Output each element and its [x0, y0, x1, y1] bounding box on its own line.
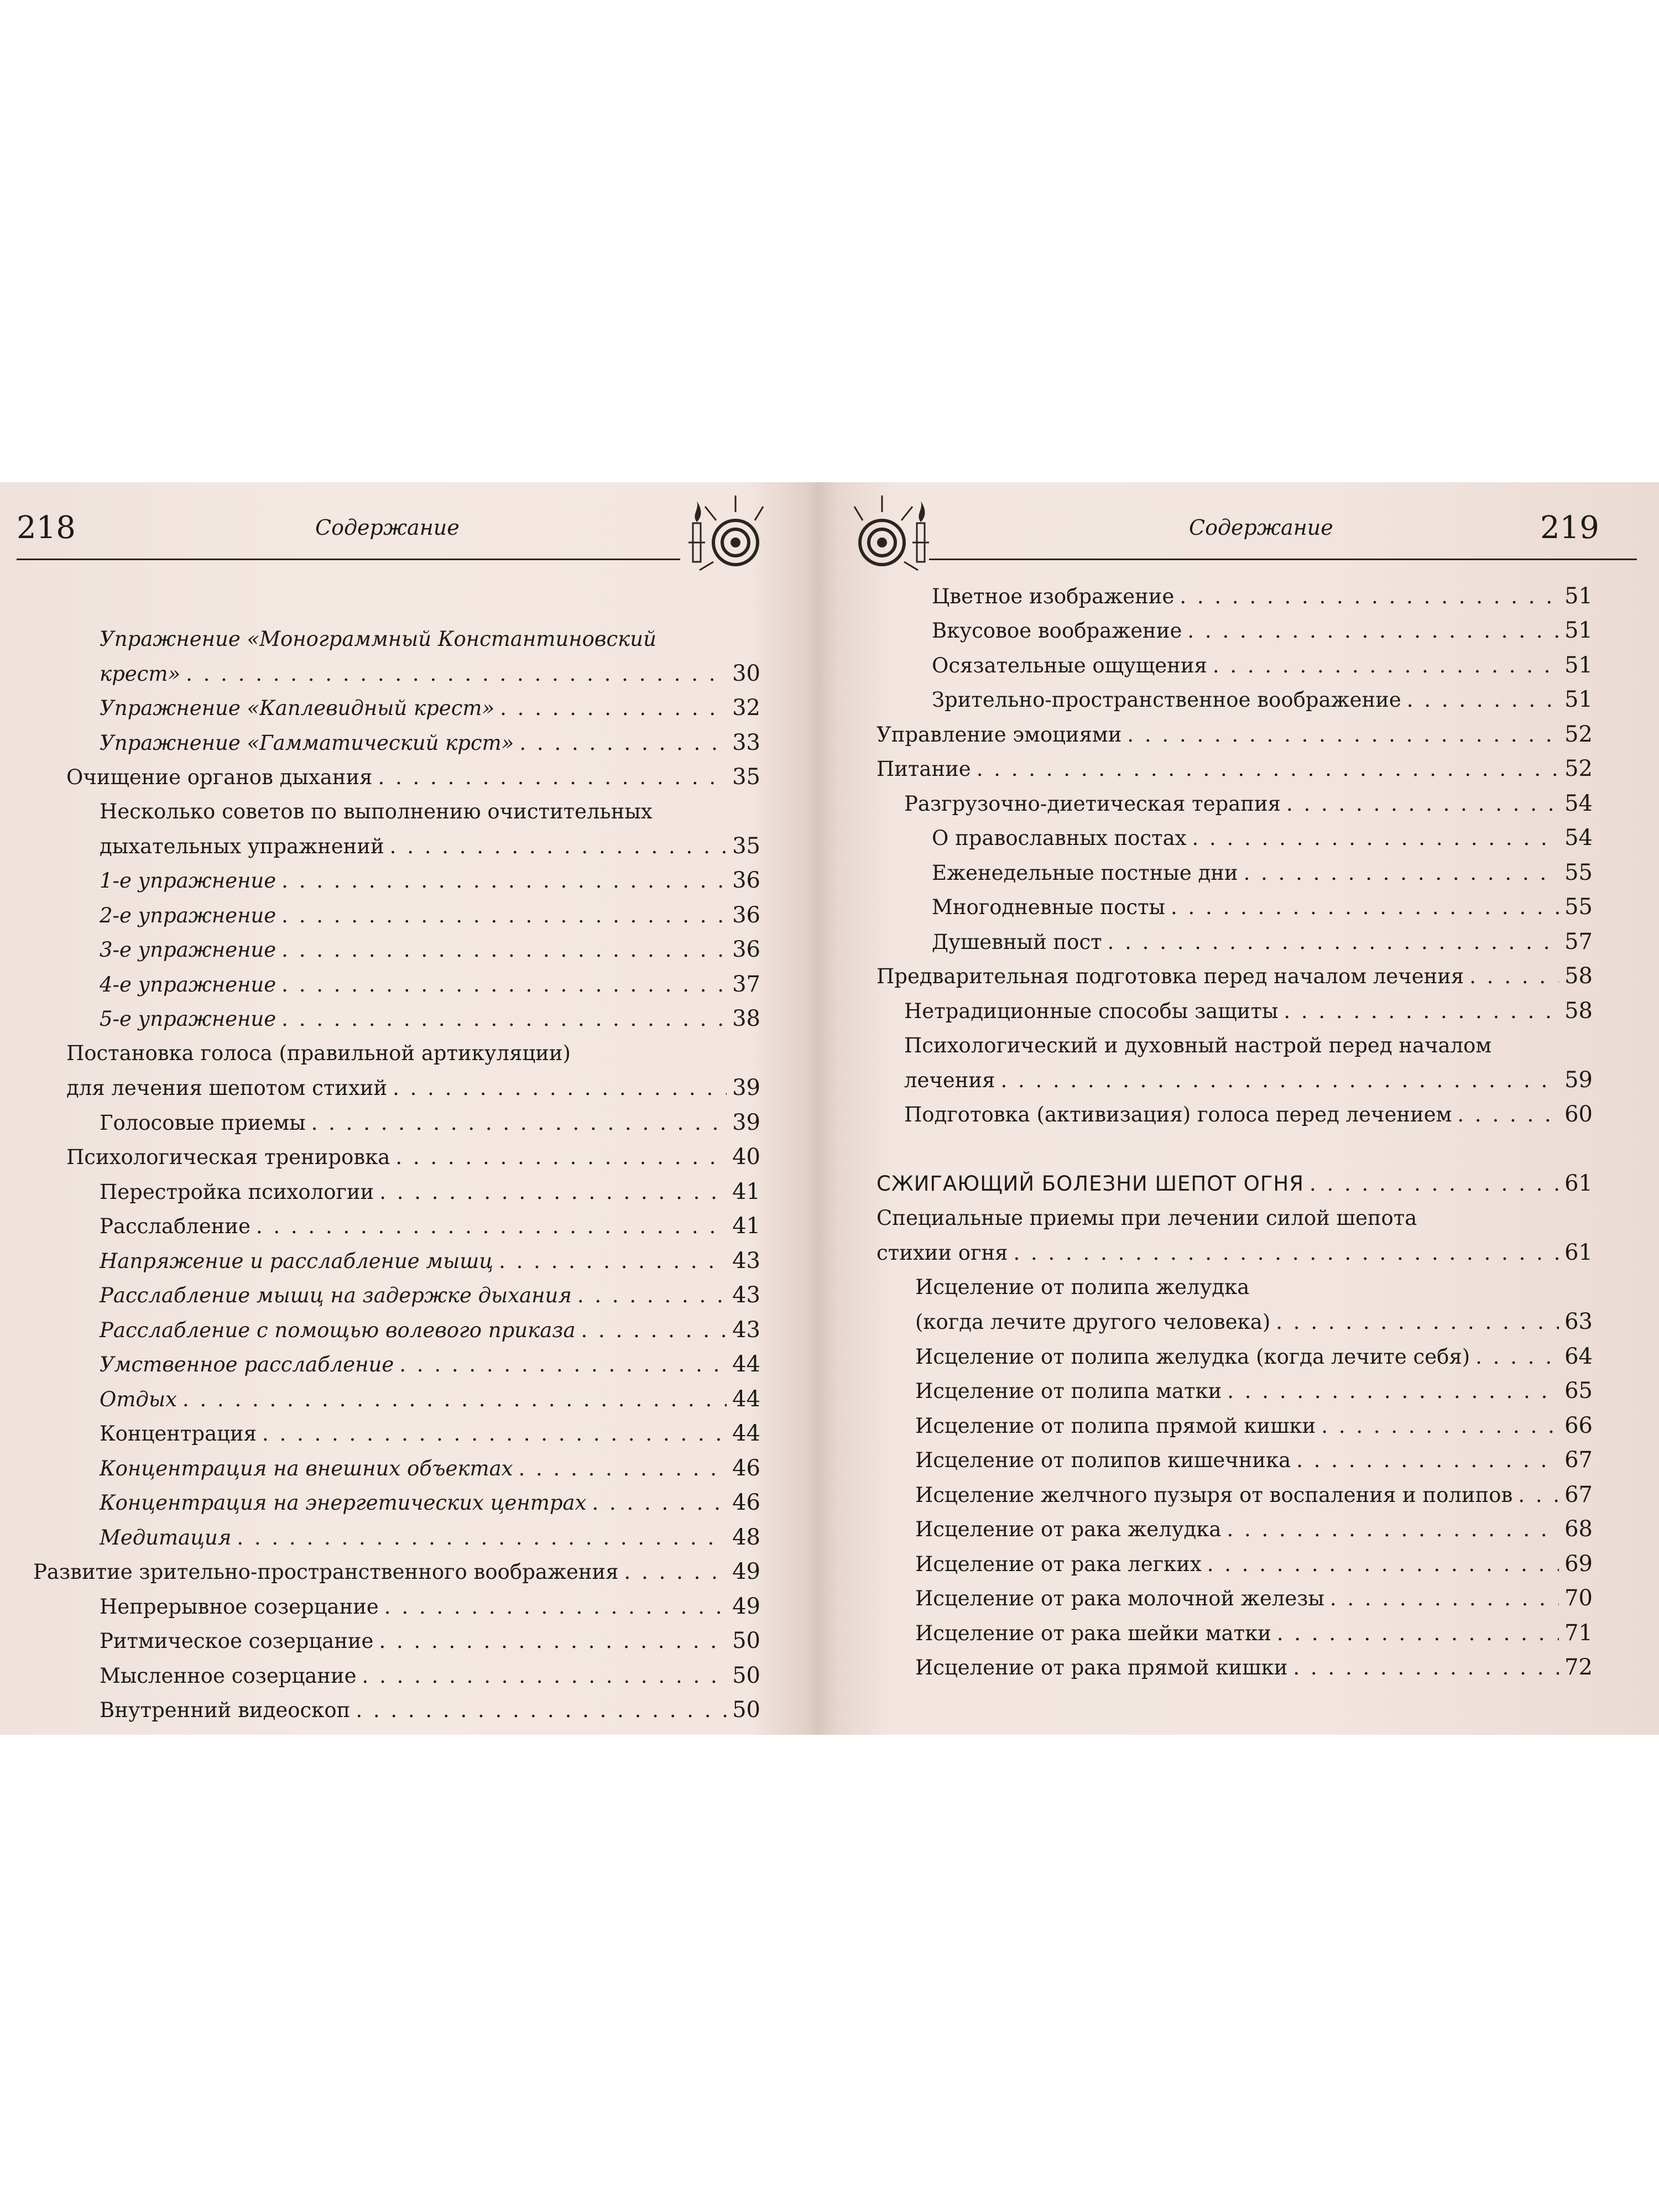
toc-page-number: 33 — [732, 730, 760, 755]
dot-leader — [1293, 1652, 1559, 1683]
toc-page-number: 38 — [732, 1006, 760, 1031]
toc-entry-title: 2-е упражнение — [100, 904, 276, 927]
toc-entry[interactable] — [100, 1314, 760, 1345]
toc-entry[interactable] — [100, 969, 760, 1000]
toc-entry[interactable] — [100, 1591, 760, 1622]
toc-entry-title: Исцеление от рака молочной железы — [915, 1587, 1324, 1610]
toc-entry[interactable] — [100, 1107, 760, 1138]
toc-page-number: 41 — [732, 1179, 760, 1204]
toc-entry[interactable] — [100, 1349, 760, 1380]
toc-entry[interactable] — [100, 1522, 760, 1553]
toc-entry[interactable] — [100, 1003, 760, 1034]
toc-page-number: 54 — [1564, 791, 1593, 816]
toc-page-number: 65 — [1564, 1378, 1593, 1404]
running-head: Содержание — [315, 515, 460, 540]
toc-page-number: 58 — [1564, 963, 1593, 989]
toc-entry-title: Разгрузочно-диетическая терапия — [904, 792, 1281, 816]
toc-entry-title: Медитация — [100, 1526, 232, 1550]
toc-page-number: 36 — [732, 937, 760, 962]
toc-entry-title: Внутренний видеоскоп — [100, 1698, 351, 1722]
toc-entry[interactable] — [915, 1479, 1593, 1510]
toc-entry-title-line: Упражнение «Монограммный Константиновский — [100, 627, 656, 651]
toc-entry-title: Управление эмоциями — [877, 723, 1122, 747]
dot-leader — [1213, 650, 1559, 681]
toc-page-number: 58 — [1564, 998, 1593, 1024]
toc-entry-title: 1-е упражнение — [100, 869, 276, 893]
toc-entry-title: лечения — [904, 1068, 995, 1092]
dot-leader — [1475, 1342, 1559, 1373]
toc-entry[interactable] — [915, 1514, 1593, 1545]
toc-page-number: 48 — [732, 1525, 760, 1550]
toc-page-number: 52 — [1564, 756, 1593, 781]
toc-page-number: 51 — [1564, 618, 1593, 643]
toc-entry-title: Исцеление от рака желудка — [915, 1517, 1222, 1541]
toc-page-number: 50 — [732, 1663, 760, 1688]
toc-entry-title: Перестройка психологии — [100, 1180, 374, 1204]
toc-entry[interactable] — [33, 1556, 760, 1587]
header-rule — [929, 559, 1637, 560]
toc-entry-title: Отдых — [100, 1387, 177, 1411]
dot-leader — [281, 865, 727, 896]
toc-entry-title: Концентрация на внешних объектах — [100, 1457, 513, 1480]
toc-page-number: 69 — [1564, 1551, 1593, 1577]
toc-page-number: 43 — [732, 1248, 760, 1274]
toc-page-number: 67 — [1564, 1447, 1593, 1473]
toc-entry[interactable] — [932, 822, 1593, 853]
toc-entry[interactable] — [100, 1660, 760, 1691]
toc-entry[interactable] — [877, 1237, 1593, 1268]
toc-entry[interactable] — [100, 658, 760, 689]
toc-page-number: 40 — [732, 1144, 760, 1170]
dot-leader — [581, 1315, 727, 1346]
toc-page-number: 44 — [732, 1421, 760, 1446]
toc-entry-title: 5-е упражнение — [100, 1007, 276, 1031]
toc-entry-title: Еженедельные постные дни — [932, 861, 1238, 885]
toc-page-number: 57 — [1564, 929, 1593, 954]
toc-entry[interactable] — [915, 1306, 1593, 1337]
toc-page-number: 43 — [732, 1282, 760, 1308]
toc-page-number: 36 — [732, 902, 760, 928]
toc-page-number: 43 — [732, 1317, 760, 1343]
toc-page-number: 49 — [732, 1559, 760, 1584]
toc-entry-title: Развитие зрительно-пространственного воображения — [33, 1560, 619, 1584]
dot-leader — [1108, 927, 1559, 958]
toc-entry-title: Расслабление мышц на задержке дыхания — [100, 1284, 572, 1307]
toc-entry-title: Нетрадиционные способы защиты — [904, 999, 1279, 1023]
dot-leader — [393, 1073, 727, 1104]
toc-entry[interactable] — [932, 581, 1593, 612]
toc-page-number: 55 — [1564, 894, 1593, 920]
toc-entry[interactable] — [877, 753, 1593, 784]
dot-leader — [262, 1418, 727, 1449]
toc-entry[interactable] — [915, 1618, 1593, 1648]
toc-entry-title: Исцеление от полипов кишечника — [915, 1448, 1291, 1472]
toc-entry-title: Упражнение «Каплевидный крест» — [100, 696, 495, 720]
toc-entry[interactable] — [877, 961, 1593, 992]
toc-page-number: 30 — [732, 661, 760, 686]
toc-entry-title: Расслабление с помощью волевого приказа — [100, 1318, 576, 1342]
toc-entry[interactable] — [932, 926, 1593, 957]
dot-leader — [1207, 1549, 1559, 1580]
toc-page-number: 41 — [732, 1213, 760, 1239]
dot-leader — [1457, 1099, 1559, 1130]
dot-leader — [1013, 1238, 1559, 1269]
toc-entry[interactable] — [915, 1375, 1593, 1406]
toc-entry-title: Исцеление от рака прямой кишки — [915, 1656, 1288, 1679]
toc-entry[interactable] — [932, 650, 1593, 681]
dot-leader — [379, 1177, 727, 1208]
right-page — [818, 482, 1659, 1735]
toc-page-number: 35 — [732, 833, 760, 859]
toc-entry[interactable] — [915, 1341, 1593, 1372]
toc-entry-title: стихии огня — [877, 1241, 1008, 1265]
toc-entry-title: Зрительно-пространственное воображение — [932, 688, 1401, 712]
toc-entry-title: Подготовка (активизация) голоса перед лечением — [904, 1103, 1452, 1126]
dot-leader — [499, 1246, 727, 1277]
toc-page-number: 55 — [1564, 860, 1593, 885]
dot-leader — [1296, 1445, 1559, 1476]
dot-leader — [1276, 1307, 1559, 1338]
book-spread — [0, 482, 1659, 1735]
dot-leader — [1000, 1065, 1559, 1096]
toc-page-number: 35 — [732, 764, 760, 790]
toc-page-number: 72 — [1564, 1655, 1593, 1680]
dot-leader — [1321, 1411, 1559, 1442]
toc-entry-title: Предварительная подготовка перед началом лечения — [877, 964, 1464, 988]
toc-entry-title: Расслабление — [100, 1214, 251, 1238]
toc-page-number: 39 — [732, 1110, 760, 1135]
dot-leader — [1518, 1480, 1559, 1511]
toc-entry-title: Исцеление от полипа матки — [915, 1379, 1222, 1403]
toc-entry-title: Непрерывное созерцание — [100, 1595, 379, 1619]
toc-entry-title: Исцеление от полипа прямой кишки — [915, 1414, 1316, 1438]
toc-entry[interactable] — [100, 692, 760, 723]
toc-entry[interactable] — [100, 1211, 760, 1241]
toc-entry-title: Психологическая тренировка — [66, 1145, 390, 1169]
toc-entry[interactable] — [932, 857, 1593, 888]
toc-entry-title: Концентрация — [100, 1422, 257, 1446]
toc-entry-title: Душевный пост — [932, 930, 1102, 954]
sun-candle-ornament-icon — [852, 490, 935, 573]
dot-leader — [1330, 1583, 1559, 1614]
toc-entry[interactable] — [100, 1487, 760, 1518]
toc-page-number: 44 — [732, 1386, 760, 1412]
toc-entry-title: для лечения шепотом стихий — [66, 1076, 388, 1100]
toc-entry-title-line: Исцеление от полипа желудка — [915, 1275, 1250, 1299]
dot-leader — [362, 1661, 727, 1692]
dot-leader — [1227, 1376, 1559, 1407]
dot-leader — [395, 1142, 727, 1173]
dot-leader — [281, 900, 727, 931]
toc-entry-title: Питание — [877, 757, 971, 781]
toc-entry-title: (когда лечите другого человека) — [915, 1310, 1271, 1334]
dot-leader — [281, 969, 727, 1000]
toc-entry-title: Упражнение «Гамматический крст» — [100, 731, 514, 755]
toc-entry[interactable] — [100, 727, 760, 758]
toc-page-number: 59 — [1564, 1067, 1593, 1093]
toc-entry[interactable] — [932, 891, 1593, 922]
dot-leader — [311, 1108, 727, 1139]
dot-leader — [1284, 996, 1559, 1027]
toc-entry[interactable] — [915, 1652, 1593, 1683]
toc-entry-title: Исцеление от рака легких — [915, 1552, 1202, 1576]
toc-page-number: 63 — [1564, 1309, 1593, 1334]
toc-entry-title: Осязательные ощущения — [932, 654, 1207, 677]
dot-leader — [390, 831, 727, 862]
toc-entry[interactable] — [932, 684, 1593, 715]
toc-entry[interactable] — [100, 1418, 760, 1449]
toc-entry[interactable] — [915, 1410, 1593, 1441]
toc-entry[interactable] — [66, 761, 760, 792]
dot-leader — [1192, 823, 1559, 854]
toc-entry[interactable] — [100, 865, 760, 896]
dot-leader — [500, 693, 727, 724]
dot-leader — [384, 1592, 727, 1623]
toc-page-number: 46 — [732, 1490, 760, 1515]
toc-page-number: 36 — [732, 868, 760, 893]
toc-entry-title-line: Специальные приемы при лечении силой шепота — [877, 1206, 1417, 1230]
toc-page-number: 44 — [732, 1352, 760, 1377]
running-head: Содержание — [1189, 515, 1333, 540]
dot-leader — [519, 1453, 727, 1484]
toc-entry[interactable] — [877, 719, 1593, 750]
dot-leader — [356, 1695, 727, 1726]
toc-page-number: 51 — [1564, 687, 1593, 712]
dot-leader — [399, 1349, 727, 1380]
toc-entry[interactable] — [66, 1141, 760, 1172]
dot-leader — [1310, 1168, 1559, 1199]
dot-leader — [237, 1522, 727, 1553]
toc-page-number: 39 — [732, 1075, 760, 1100]
toc-entry-title: О православных постах — [932, 826, 1187, 850]
dot-leader — [592, 1488, 727, 1519]
dot-leader — [1244, 858, 1559, 889]
toc-page-number: 32 — [732, 695, 760, 721]
toc-page-number: 50 — [732, 1628, 760, 1653]
toc-entry[interactable] — [100, 1384, 760, 1415]
dot-leader — [379, 1626, 727, 1657]
dot-leader — [1407, 685, 1559, 716]
toc-page-number: 68 — [1564, 1516, 1593, 1542]
toc-entry-title: Умственное расслабление — [100, 1353, 394, 1376]
page-number: 218 — [17, 510, 76, 546]
toc-page-number: 66 — [1564, 1413, 1593, 1438]
dot-leader — [1227, 1514, 1559, 1545]
toc-entry[interactable] — [100, 1694, 760, 1725]
toc-entry-title: крест» — [100, 662, 181, 686]
toc-entry[interactable] — [100, 831, 760, 862]
toc-entry[interactable] — [100, 1176, 760, 1207]
toc-page-number: 52 — [1564, 722, 1593, 747]
dot-leader — [281, 1004, 727, 1035]
toc-entry[interactable] — [100, 1453, 760, 1484]
toc-page-number: 49 — [732, 1594, 760, 1619]
dot-leader — [1171, 892, 1559, 923]
toc-entry-title: Исцеление желчного пузыря от воспаления и полипов — [915, 1483, 1513, 1507]
toc-entry-title: Мысленное созерцание — [100, 1664, 357, 1688]
toc-entry-title: Голосовые приемы — [100, 1111, 306, 1135]
toc-entry[interactable] — [915, 1583, 1593, 1614]
toc-entry-title: 3-е упражнение — [100, 938, 276, 962]
sun-candle-ornament-icon — [683, 490, 766, 573]
toc-page-number: 50 — [732, 1697, 760, 1723]
dot-leader — [1469, 961, 1559, 992]
toc-entry[interactable] — [100, 1280, 760, 1311]
toc-entry-title: Напряжение и расслабление мышц — [100, 1249, 494, 1273]
toc-entry-title: Многодневные посты — [932, 895, 1165, 919]
toc-entry[interactable] — [904, 995, 1593, 1026]
dot-leader — [1286, 789, 1559, 820]
page-number: 219 — [1540, 510, 1599, 546]
toc-page-number: 64 — [1564, 1344, 1593, 1369]
toc-page-number: 61 — [1564, 1240, 1593, 1265]
toc-entry[interactable] — [932, 615, 1593, 646]
toc-entry[interactable] — [100, 934, 760, 965]
toc-entry-title: Очищение органов дыхания — [66, 765, 373, 789]
toc-entry-title: 4-е упражнение — [100, 973, 276, 997]
dot-leader — [256, 1211, 727, 1242]
toc-page-number: 51 — [1564, 583, 1593, 609]
toc-entry-title: Исцеление от рака шейки матки — [915, 1621, 1271, 1645]
toc-entry-title: СЖИГАЮЩИЙ БОЛЕЗНИ ШЕПОТ ОГНЯ — [877, 1172, 1304, 1196]
toc-entry[interactable] — [915, 1444, 1593, 1475]
dot-leader — [186, 659, 727, 690]
toc-entry-title: дыхательных упражнений — [100, 834, 384, 858]
toc-page-number: 54 — [1564, 825, 1593, 851]
dot-leader — [1277, 1618, 1559, 1649]
toc-entry-title: Ритмическое созерцание — [100, 1629, 374, 1653]
dot-leader — [977, 754, 1559, 785]
toc-entry-title: Исцеление от полипа желудка (когда лечите себя) — [915, 1345, 1470, 1369]
dot-leader — [378, 762, 727, 793]
toc-entry[interactable] — [877, 1168, 1593, 1199]
toc-page-number: 60 — [1564, 1102, 1593, 1127]
dot-leader — [1127, 719, 1559, 750]
toc-page-number: 51 — [1564, 653, 1593, 678]
dot-leader — [1180, 581, 1559, 612]
toc-page-number: 37 — [732, 972, 760, 997]
left-page — [0, 482, 816, 1735]
toc-entry-title: Вкусовое воображение — [932, 619, 1182, 643]
dot-leader — [624, 1557, 727, 1588]
toc-page-number: 46 — [732, 1455, 760, 1481]
toc-page-number: 61 — [1564, 1171, 1593, 1196]
toc-entry[interactable] — [904, 788, 1593, 819]
toc-entry-title: Цветное изображение — [932, 585, 1175, 608]
dot-leader — [519, 728, 727, 759]
toc-entry-title-line: Несколько советов по выполнению очистительных — [100, 800, 653, 823]
dot-leader — [577, 1280, 727, 1311]
toc-entry-title: Концентрация на энергетических центрах — [100, 1491, 587, 1515]
toc-entry[interactable] — [100, 1625, 760, 1656]
toc-entry[interactable] — [915, 1548, 1593, 1579]
toc-entry-title-line: Постановка голоса (правильной артикуляции) — [66, 1041, 571, 1065]
toc-entry-title-line: Психологический и духовный настрой перед началом — [904, 1034, 1492, 1057]
toc-entry[interactable] — [66, 1072, 760, 1103]
dot-leader — [182, 1384, 727, 1415]
dot-leader — [1187, 615, 1559, 646]
toc-entry[interactable] — [904, 1099, 1593, 1130]
header-rule — [17, 559, 680, 560]
toc-entry[interactable] — [100, 1245, 760, 1276]
toc-page-number: 71 — [1564, 1620, 1593, 1646]
dot-leader — [281, 935, 727, 966]
toc-entry[interactable] — [904, 1065, 1593, 1095]
toc-page-number: 67 — [1564, 1482, 1593, 1507]
toc-entry[interactable] — [100, 900, 760, 931]
toc-page-number: 70 — [1564, 1585, 1593, 1611]
